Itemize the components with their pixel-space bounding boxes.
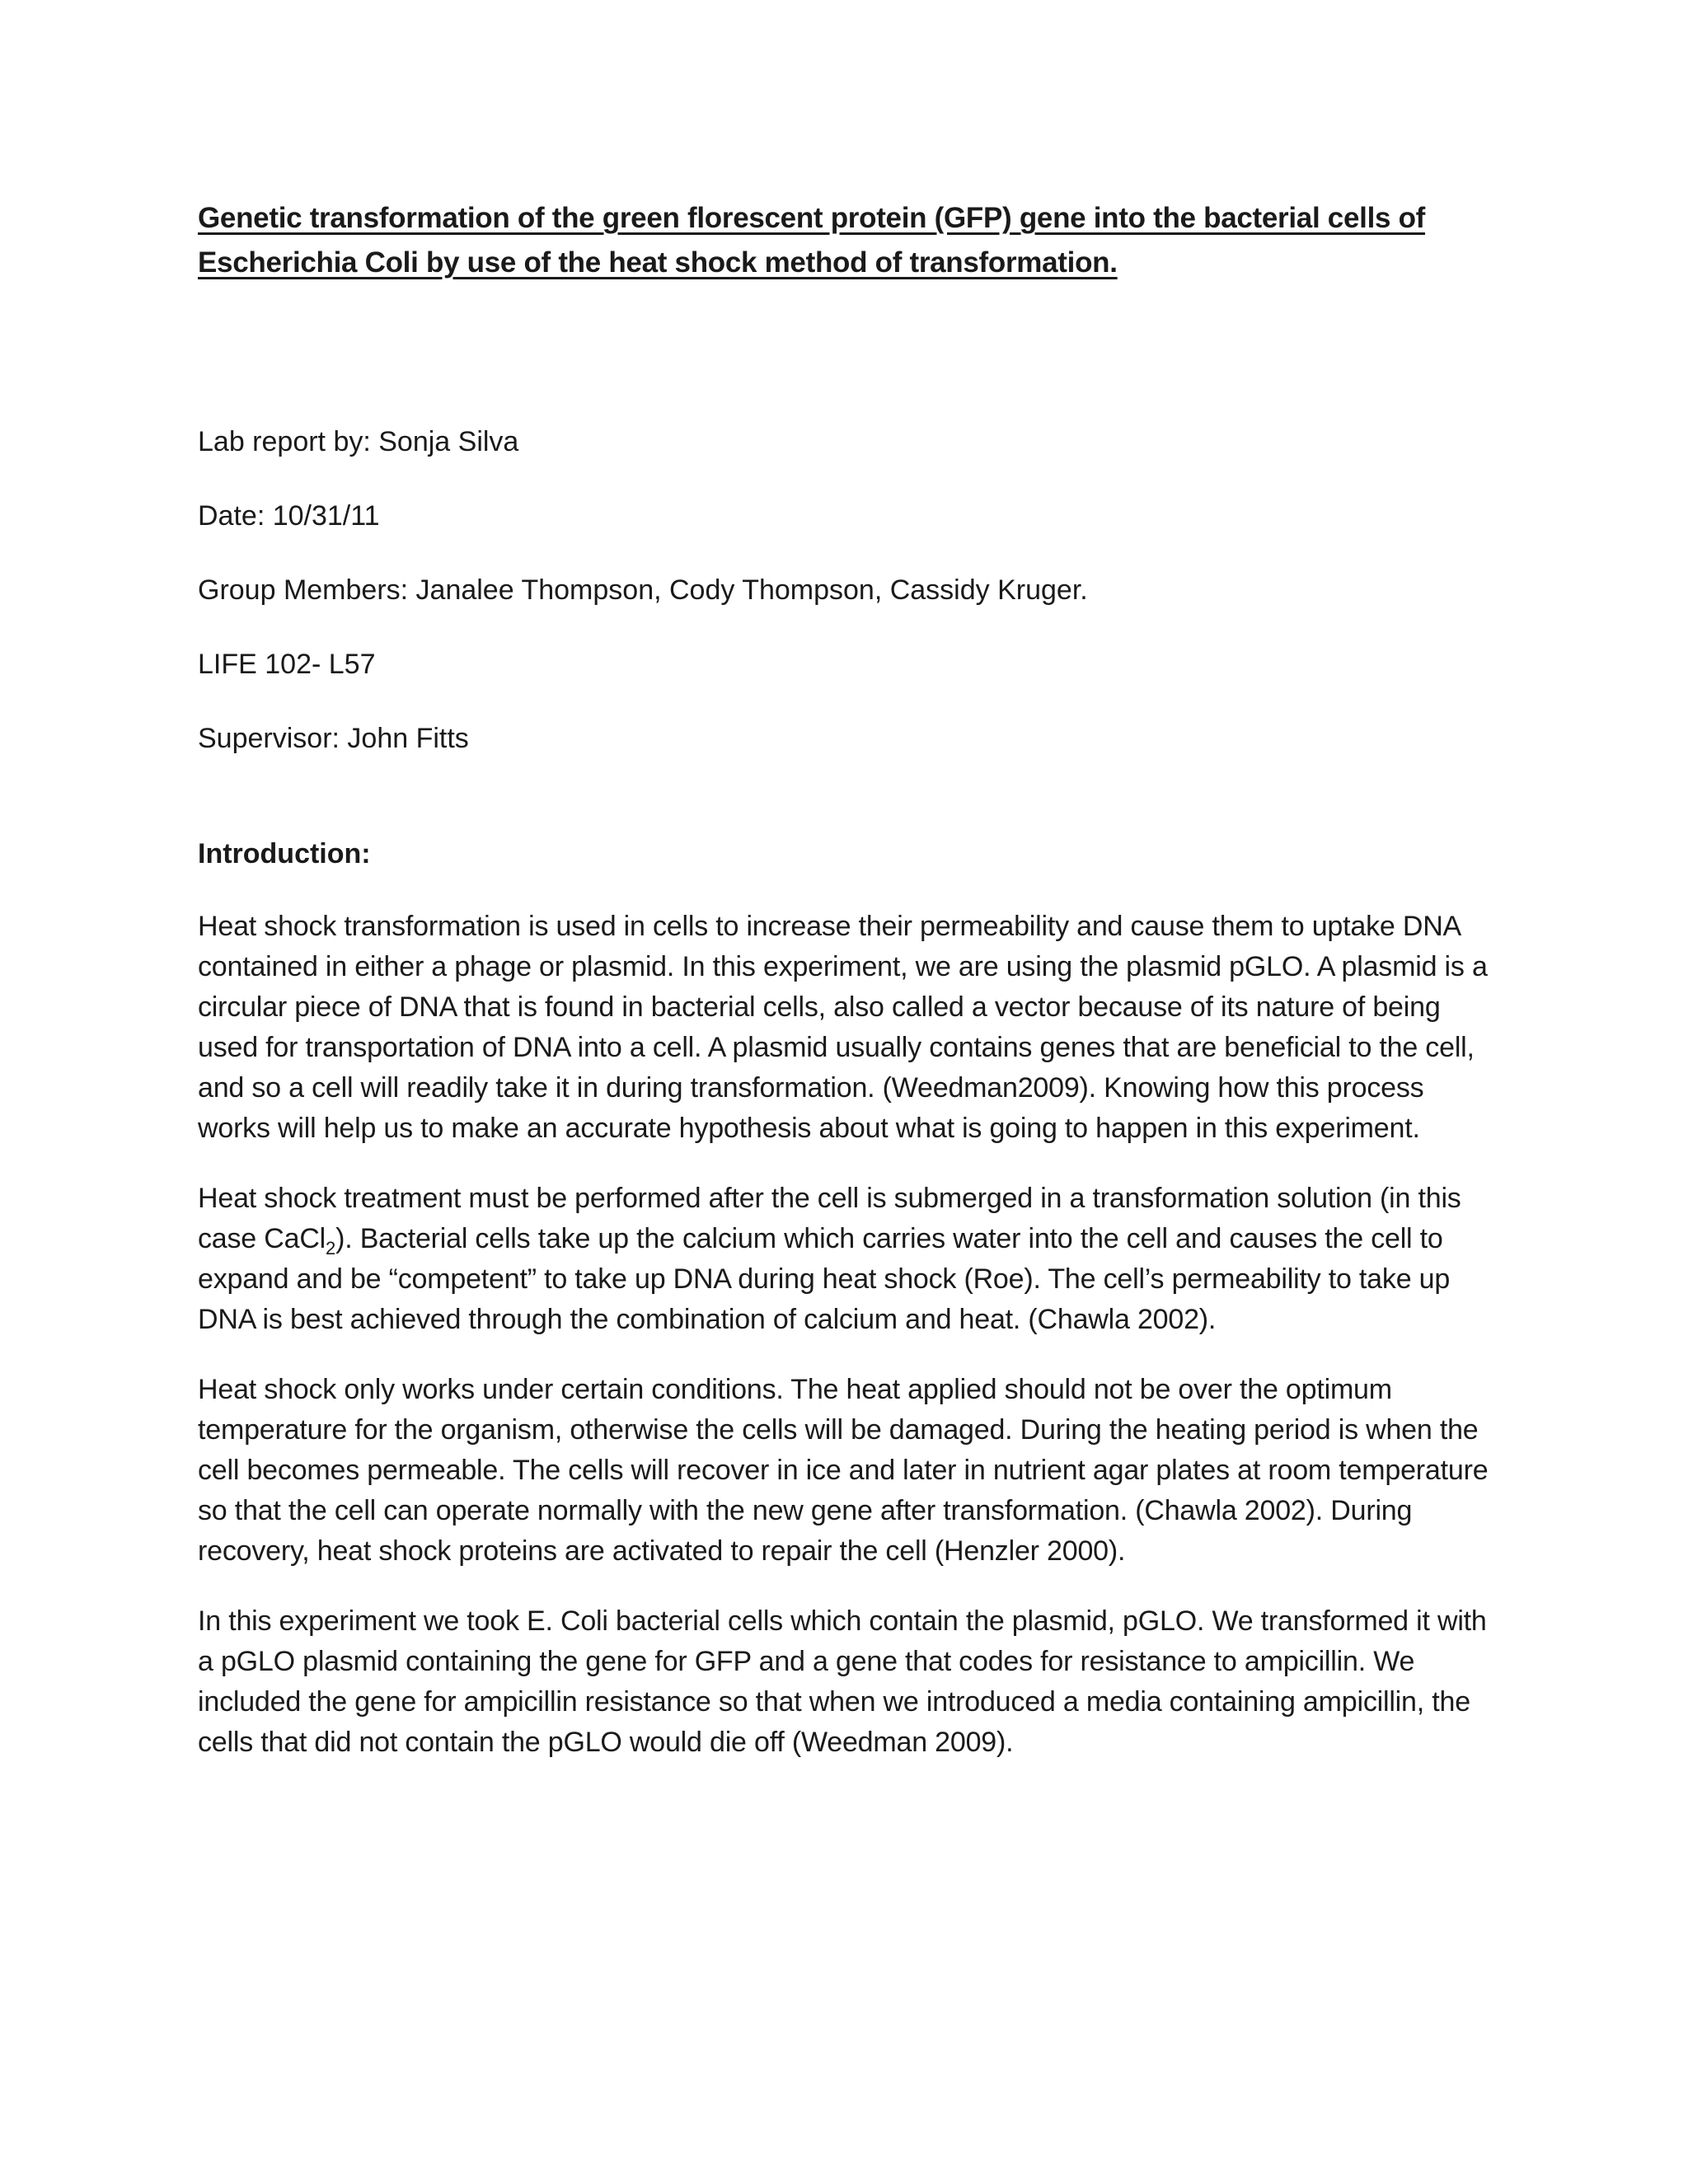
supervisor-line: Supervisor: John Fitts [198, 723, 469, 754]
group-members-line: Group Members: Janalee Thompson, Cody Thompson, Cassidy Kruger. [198, 574, 1088, 606]
paragraph-2-text-b: ). Bacterial cells take up the calcium which carries water into the cell and causes the cell to expand and be “competent” to take up DNA during heat shock (Roe). The cell’s permeability to take up DNA is best achieved through the combination of calcium and heat. (Chawla 2002). [198, 1223, 1451, 1335]
introduction-heading: Introduction: [198, 838, 371, 869]
paragraph-2-text-a: Heat shock treatment must be performed after the cell is submerged in a transformation solution (in this case CaCl [198, 1183, 1461, 1254]
document-title [198, 196, 1500, 285]
document-content [198, 196, 1500, 1793]
title-line-1: Genetic transformation of the green florescent protein (GFP) gene into the bacterial cells of [198, 202, 1426, 234]
report-metadata [198, 424, 1500, 757]
date-line: Date: 10/31/11 [198, 500, 380, 532]
intro-paragraph-1: Heat shock transformation is used in cells to increase their permeability and cause them to uptake DNA contained in either a phage or plasmid. In this experiment, we are using the plasmid pGLO. A plasmid is a circular piece of DNA that is found in bacterial cells, also called a vector because of its nature of being used for transportation of DNA into a cell. A plasmid usually contains genes that are beneficial to the cell, and so a cell will readily take it in during transformation. (Weedman2009). Knowing how this process works will help us to make an accurate hypothesis about what is going to happen in this experiment. [198, 911, 1488, 1144]
author-line: Lab report by: Sonja Silva [198, 426, 519, 457]
title-line-2: Escherichia Coli by use of the heat shock method of transformation. [198, 246, 1118, 279]
subscript-2: 2 [326, 1237, 336, 1258]
intro-paragraph-2 [198, 1179, 1500, 1340]
intro-paragraph-4: In this experiment we took E. Coli bacterial cells which contain the plasmid, pGLO. We transformed it with a pGLO plasmid containing the gene for GFP and a gene that codes for resistance to ampicillin. We included the gene for ampicillin resistance so that when we introduced a media containing ampicillin, the cells that did not contain the pGLO would die off (Weedman 2009). [198, 1605, 1487, 1758]
course-line: LIFE 102- L57 [198, 649, 376, 680]
intro-paragraph-3: Heat shock only works under certain conditions. The heat applied should not be over the optimum temperature for the organism, otherwise the cells will be damaged. During the heating period is when the cell becomes permeable. The cells will recover in ice and later in nutrient agar plates at room temperature so that the cell can operate normally with the new gene after transformation. (Chawla 2002). During recovery, heat shock proteins are activated to repair the cell (Henzler 2000). [198, 1374, 1489, 1567]
